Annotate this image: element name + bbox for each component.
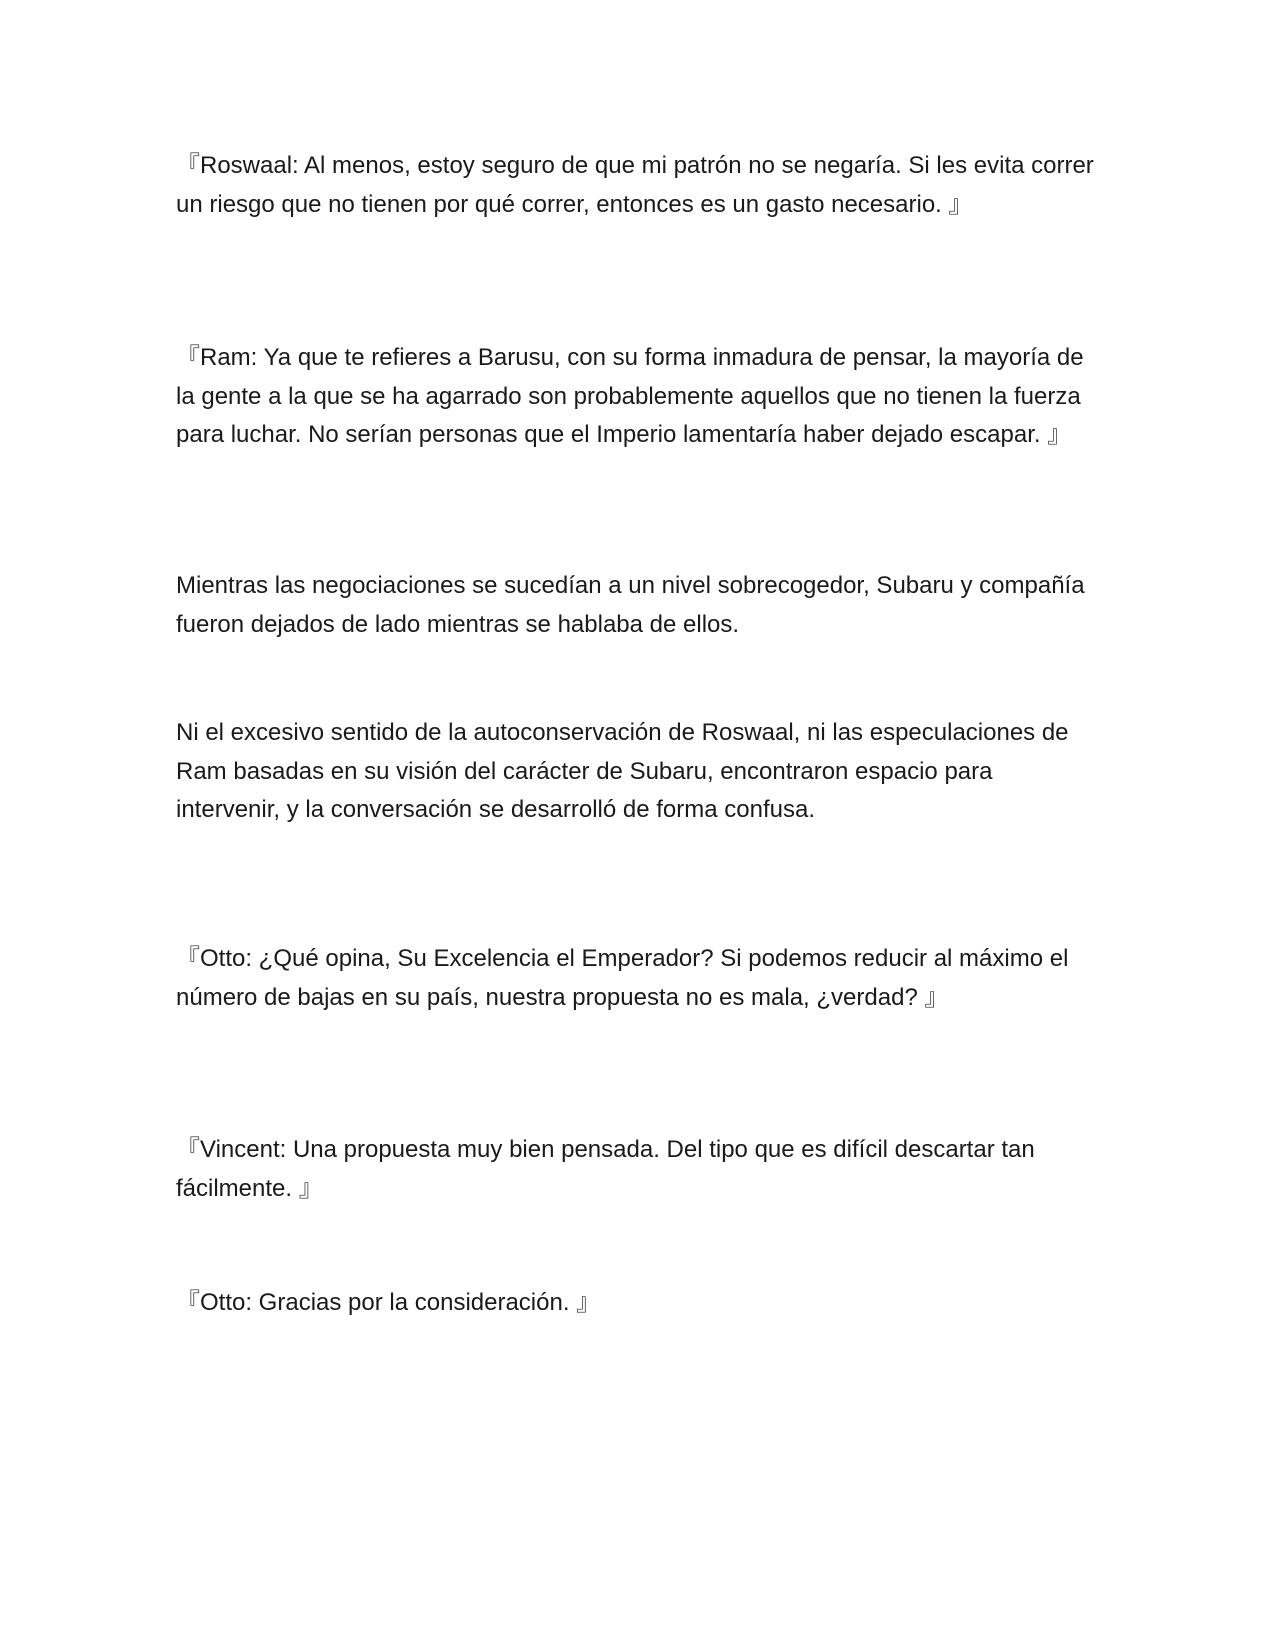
paragraph-otto-dialogue: 『Otto: ¿Qué opina, Su Excelencia el Emperador? Si podemos reducir al máximo el número de bajas en su país, nuestra propuesta no es mala, ¿verdad? 』: [176, 945, 1076, 1011]
paragraph-narration-negotiations: Mientras las negociaciones se sucedían a un nivel sobrecogedor, Subaru y compañía fueron dejados de lado mientras se hablaba de ellos.: [176, 572, 1092, 638]
paragraph-otto-thanks: 『Otto: Gracias por la consideración. 』: [176, 1289, 601, 1316]
paragraph-roswaal-dialogue: 『Roswaal: Al menos, estoy seguro de que mi patrón no se negaría. Si les evita correr un riesgo que no tienen por qué correr, entonces es un gasto necesario. 』: [176, 152, 1101, 218]
paragraph-vincent-dialogue: 『Vincent: Una propuesta muy bien pensada. Del tipo que es difícil descartar tan fácilmente. 』: [176, 1136, 1042, 1202]
paragraph-ram-dialogue: 『Ram: Ya que te refieres a Barusu, con su forma inmadura de pensar, la mayoría de la gente a la que se ha agarrado son probablemente aquellos que no tienen la fuerza para luchar. No serían personas que el Imperio lamentaría haber dejado escapar. 』: [176, 344, 1091, 448]
paragraph-narration-conversation: Ni el excesivo sentido de la autoconservación de Roswaal, ni las especulaciones de Ram basadas en su visión del carácter de Subaru, encontraron espacio para intervenir, y la conversación se desarrolló de forma confusa.: [176, 719, 1076, 823]
